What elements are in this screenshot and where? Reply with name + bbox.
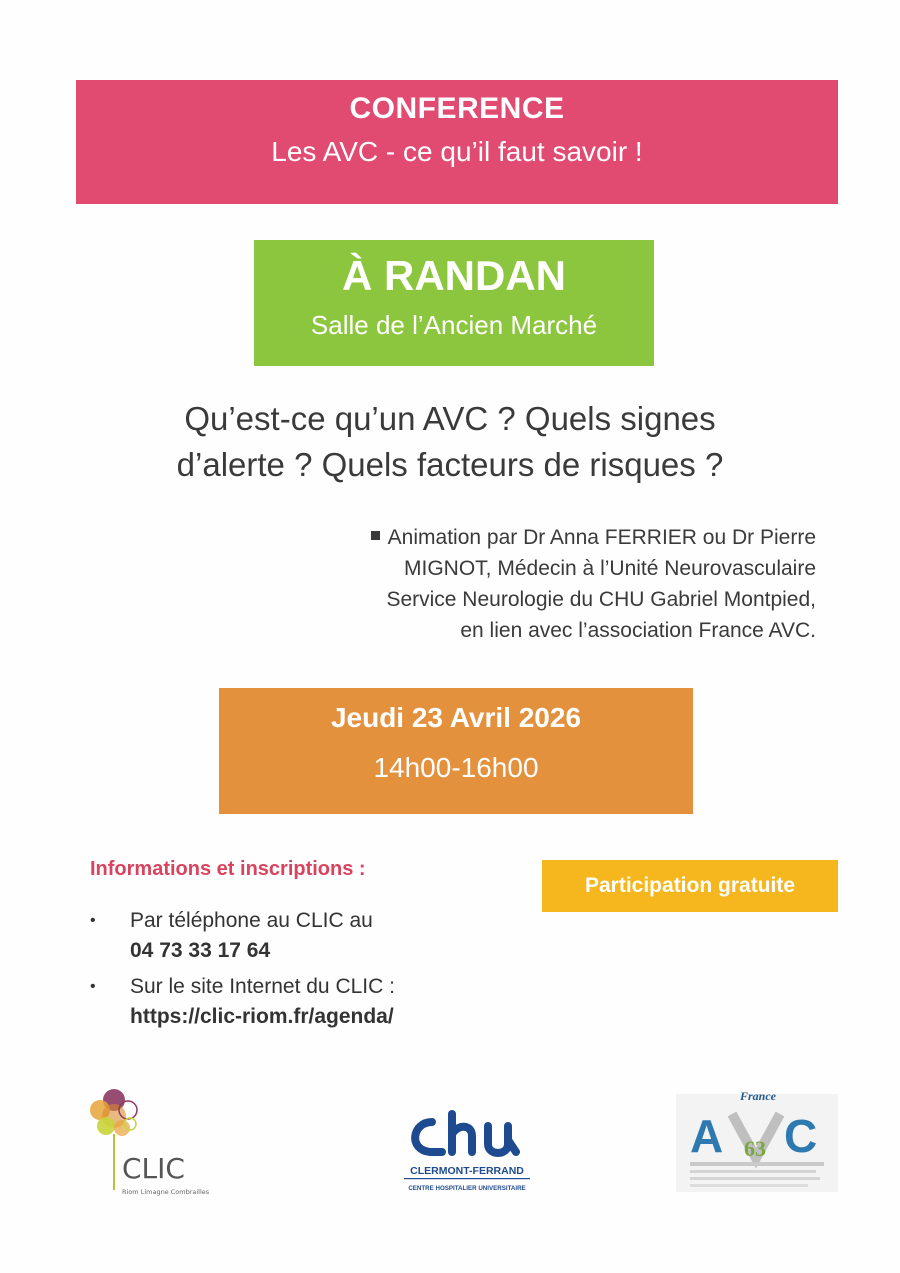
info-list [90, 906, 510, 1038]
location-banner [254, 240, 654, 366]
questions-text [60, 396, 840, 488]
event-date: Jeudi 23 Avril 2026 [330, 702, 582, 733]
list-item [90, 906, 510, 966]
avc-logo-number: 63 [744, 1136, 766, 1161]
location-venue: Salle de l’Ancien Marché [310, 310, 598, 340]
animation-line-3: Service Neurologie du CHU Gabriel Montpied, [386, 588, 816, 611]
clic-logo-subtitle: Riom Limagne Combrailles [122, 1188, 210, 1196]
conference-label: CONFERENCE [349, 92, 565, 125]
clic-logo-name: CLIC [122, 1152, 185, 1185]
svg-text:C: C [784, 1110, 818, 1162]
animation-line-2: MIGNOT, Médecin à l’Unité Neurovasculaire [404, 557, 816, 580]
square-bullet-icon [371, 531, 380, 540]
conference-banner [76, 80, 838, 204]
phone-number[interactable]: 04 73 33 17 64 [130, 939, 271, 962]
chu-logo-name: CLERMONT-FERRAND [410, 1165, 524, 1177]
svg-text:A: A [690, 1110, 724, 1162]
chu-logo-mark-icon [402, 1100, 532, 1200]
questions-line-1: Qu’est-ce qu’un AVC ? Quels signes [184, 400, 716, 437]
free-participation-badge: Participation gratuite [542, 860, 838, 912]
chu-logo-subtitle: CENTRE HOSPITALIER UNIVERSITAIRE [408, 1185, 526, 1192]
clic-logo [84, 1086, 214, 1202]
chu-logo [402, 1100, 532, 1200]
france-avc-logo-icon [672, 1086, 842, 1196]
website-link[interactable]: https://clic-riom.fr/agenda/ [130, 1005, 394, 1028]
clic-flower-icon [84, 1086, 214, 1202]
info-title: Informations et inscriptions : [90, 858, 366, 880]
website-label: Sur le site Internet du CLIC : [130, 975, 395, 998]
date-banner [219, 688, 693, 814]
avc-logo-top: France [740, 1089, 776, 1103]
phone-label: Par téléphone au CLIC au [130, 909, 373, 932]
animation-line-1: Animation par Dr Anna FERRIER ou Dr Pierre [387, 526, 816, 549]
questions-line-2: d’alerte ? Quels facteurs de risques ? [176, 446, 724, 483]
bullet-icon: • [90, 912, 96, 929]
event-time: 14h00-16h00 [373, 752, 539, 783]
location-city: À RANDAN [342, 252, 566, 299]
animation-text [250, 522, 816, 646]
france-avc-logo [672, 1086, 842, 1196]
bullet-icon: • [90, 978, 96, 995]
conference-title: Les AVC - ce qu’il faut savoir ! [271, 136, 643, 167]
animation-line-4: en lien avec l’association France AVC. [460, 619, 816, 642]
list-item [90, 972, 510, 1032]
